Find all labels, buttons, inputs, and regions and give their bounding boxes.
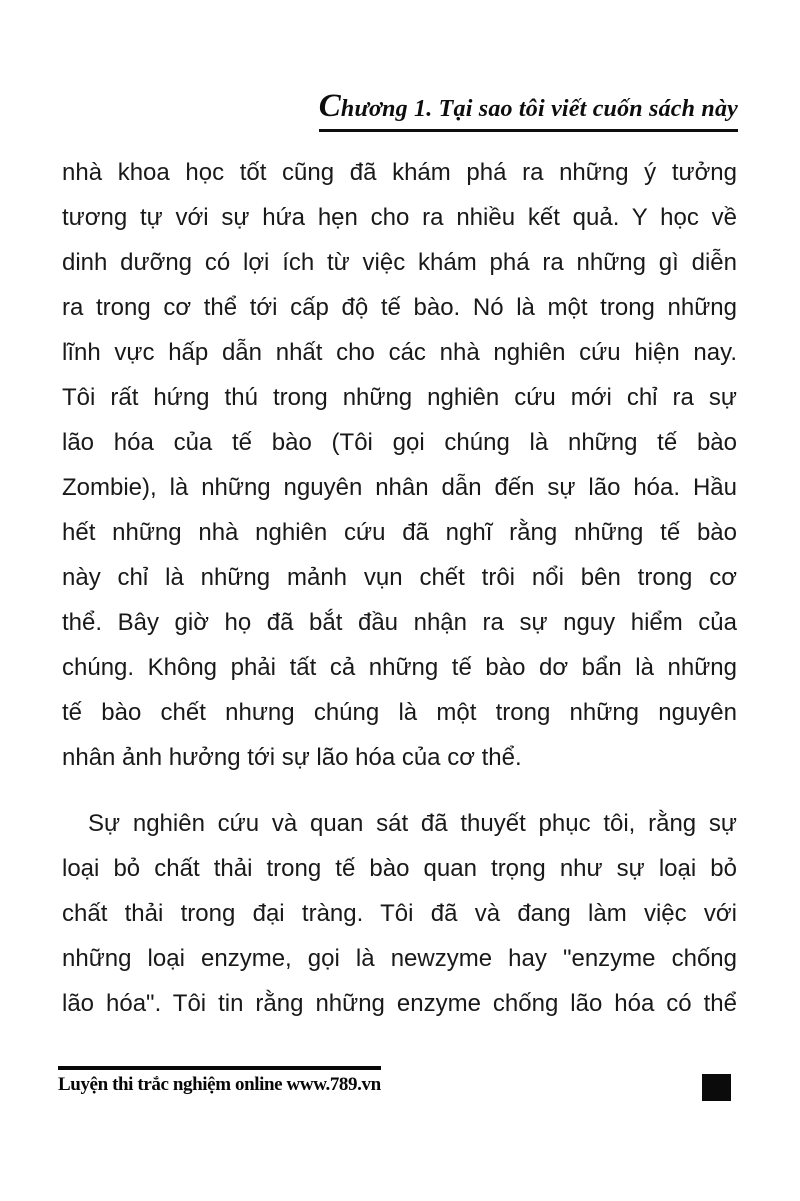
text-line: lão hóa". Tôi tin rằng những enzyme chống lão hóa có thể bbox=[62, 990, 737, 1017]
page-marker-square bbox=[702, 1074, 731, 1101]
text-line: này chỉ là những mảnh vụn chết trôi nổi bên trong cơ bbox=[62, 564, 737, 591]
text-line: loại bỏ chất thải trong tế bào quan trọng như sự loại bỏ bbox=[62, 855, 737, 882]
text-line: tương tự với sự hứa hẹn cho ra nhiều kết quả. Y học về bbox=[62, 204, 737, 231]
text-line: những loại enzyme, gọi là newzyme hay "enzyme chống bbox=[62, 945, 737, 972]
text-line: hết những nhà nghiên cứu đã nghĩ rằng những tế bào bbox=[62, 519, 737, 546]
text-line: lĩnh vực hấp dẫn nhất cho các nhà nghiên cứu hiện nay. bbox=[62, 339, 737, 366]
text-line: nhà khoa học tốt cũng đã khám phá ra những ý tưởng bbox=[62, 159, 737, 186]
footer-text: Luyện thi trắc nghiệm online www.789.vn bbox=[58, 1066, 381, 1096]
text-line: tế bào chết nhưng chúng là một trong những nguyên bbox=[62, 699, 737, 726]
text-line: nhân ảnh hưởng tới sự lão hóa của cơ thể. bbox=[62, 744, 522, 771]
text-line: Sự nghiên cứu và quan sát đã thuyết phục tôi, rằng sự bbox=[88, 810, 737, 837]
body-text bbox=[62, 150, 737, 1026]
text-line: thể. Bây giờ họ đã bắt đầu nhận ra sự nguy hiểm của bbox=[62, 609, 737, 636]
paragraph bbox=[62, 150, 737, 780]
text-line: dinh dưỡng có lợi ích từ việc khám phá ra những gì diễn bbox=[62, 249, 737, 276]
text-line: chất thải trong đại tràng. Tôi đã và đang làm việc với bbox=[62, 900, 737, 927]
text-line: chúng. Không phải tất cả những tế bào dơ bẩn là những bbox=[62, 654, 737, 681]
text-line: ra trong cơ thể tới cấp độ tế bào. Nó là một trong những bbox=[62, 294, 737, 321]
footer bbox=[58, 1066, 381, 1096]
text-line: lão hóa của tế bào (Tôi gọi chúng là những tế bào bbox=[62, 429, 737, 456]
chapter-header bbox=[0, 88, 738, 132]
chapter-header-text: Chương 1. Tại sao tôi viết cuốn sách này bbox=[319, 88, 738, 132]
text-line: Zombie), là những nguyên nhân dẫn đến sự lão hóa. Hầu bbox=[62, 474, 737, 501]
paragraph bbox=[62, 801, 737, 1026]
text-line: Tôi rất hứng thú trong những nghiên cứu mới chỉ ra sự bbox=[62, 384, 737, 411]
